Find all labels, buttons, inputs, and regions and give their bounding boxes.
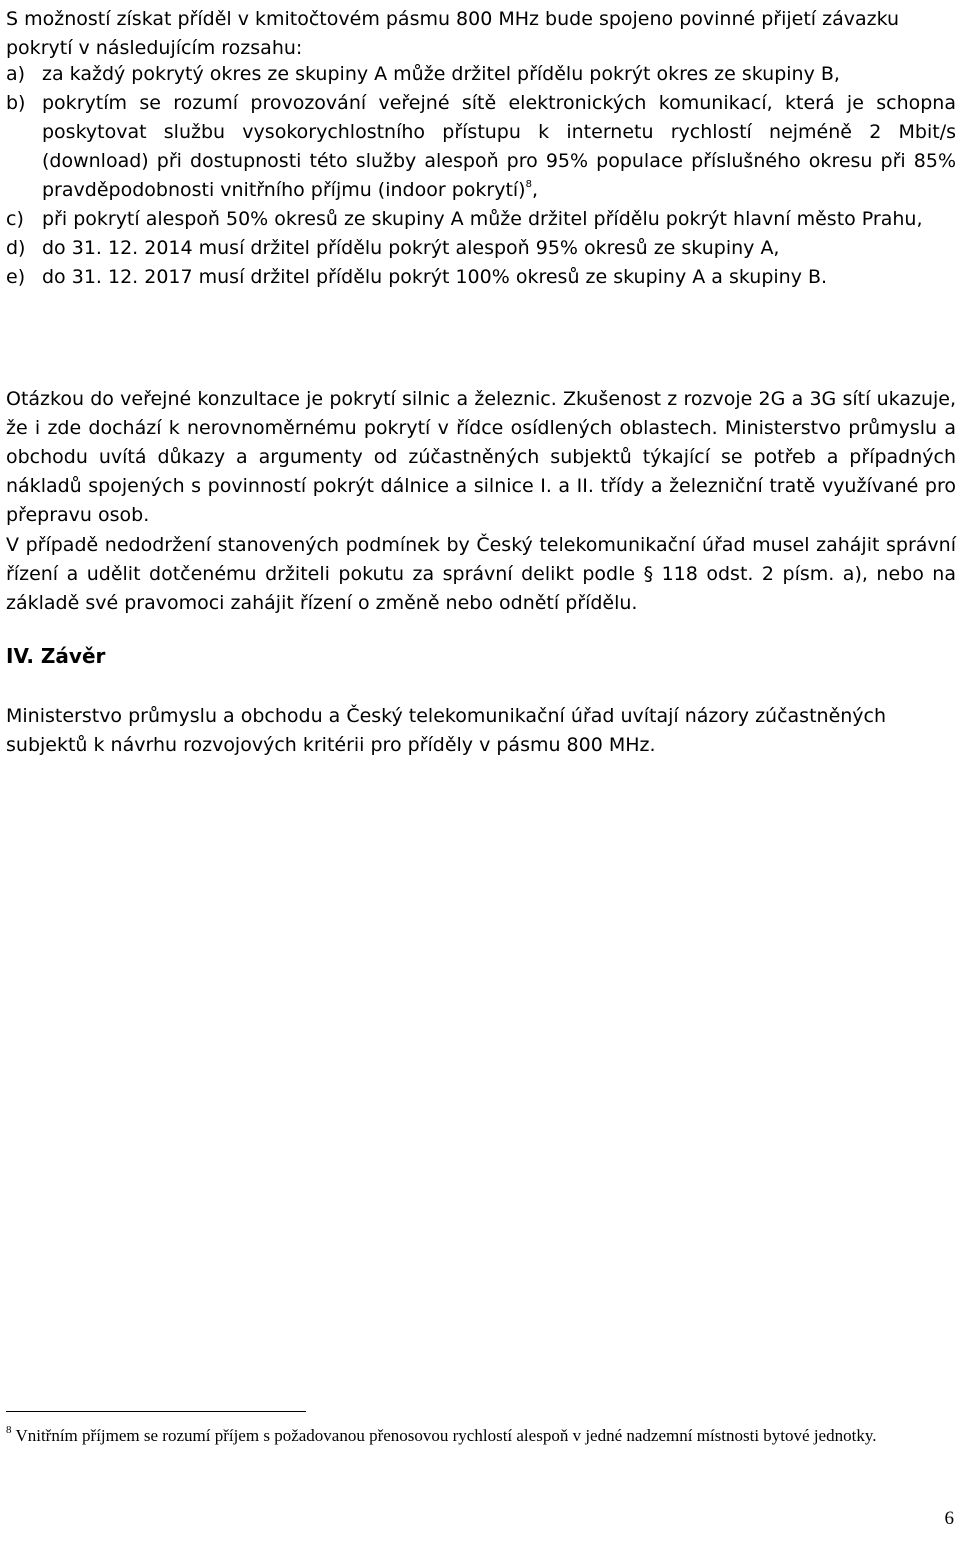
footnote-text: Vnitřním příjmem se rozumí příjem s požadovanou přenosovou rychlostí alespoň v jedné nadzemní místnosti bytové jednotky.: [15, 1426, 877, 1445]
list-item-text: do 31. 12. 2017 musí držitel přídělu pokrýt 100% okresů ze skupiny A a skupiny B.: [42, 266, 828, 288]
sanction-text-start: V případě nedodržení stanovených podmínek by Český telekomunikační úřad musel zahájit správní řízení a udělit dotčenému držiteli pokutu za správní delikt podle: [6, 534, 956, 585]
list-item: [6, 60, 956, 89]
intro-paragraph: S možností získat příděl v kmitočtovém pásmu 800 MHz bude spojeno povinné přijetí závazku pokrytí v následujícím rozsahu:: [6, 8, 900, 59]
list-item-text: pokrytím se rozumí provozování veřejné sítě elektronických komunikací, která je schopna poskytovat službu vysokorychlostního přístupu k internetu rychlostí nejméně 2 Mbit/s (download) při dostupnosti této služby alespoň pro 95% populace příslušného okresu při 85% pravděpodobnosti vnitřního příjmu (indoor pokrytí): [42, 92, 956, 201]
list-item-text: za každý pokrytý okres ze skupiny A může držitel přídělu pokrýt okres ze skupiny B,: [42, 63, 840, 85]
page-number: 6: [944, 1508, 954, 1529]
list-item-marker: b): [6, 92, 26, 114]
list-item-trailing-punct: ,: [531, 179, 539, 201]
list-item-marker: e): [6, 266, 26, 288]
sanction-paragraph: [6, 531, 956, 618]
footnote: [6, 1422, 956, 1449]
list-item-text-with-footnote: [42, 89, 956, 205]
list-item: [6, 234, 956, 263]
sanction-text-end: 118 odst. 2 písm. a), nebo na základě své pravomoci zahájit řízení o změně nebo odnětí přídělu.: [6, 563, 956, 614]
footnote-divider: [6, 1411, 306, 1412]
list-item-text: při pokrytí alespoň 50% okresů ze skupiny A může držitel přídělu pokrýt hlavní město Prahu,: [42, 208, 923, 230]
list-item-marker: a): [6, 63, 26, 85]
coverage-conditions-list: [6, 60, 956, 292]
section-heading: IV. Závěr: [6, 644, 106, 668]
list-item: [6, 89, 956, 205]
list-item-marker: c): [6, 208, 24, 230]
conclusion-paragraph: Ministerstvo průmyslu a obchodu a Český telekomunikační úřad uvítají názory zúčastněných subjektů k návrhu rozvojových kritérii pro příděly v pásmu 800 MHz.: [6, 705, 887, 756]
footnote-number: 8: [6, 1424, 12, 1436]
consultation-paragraph: Otázkou do veřejné konzultace je pokrytí silnic a železnic. Zkušenost z rozvoje 2G a 3G sítí ukazuje, že i zde dochází k nerovnoměrnému pokrytí v řídce osídlených oblastech. Ministerstvo průmyslu a obchodu uvítá důkazy a argumenty od zúčastněných subjektů týkající se potřeb a případných nákladů spojených s povinností pokrýt dálnice a silnice I. a II. třídy a železniční tratě využívané pro přepravu osob.: [6, 388, 956, 526]
list-item-text: do 31. 12. 2014 musí držitel přídělu pokrýt alespoň 95% okresů ze skupiny A,: [42, 237, 780, 259]
list-item: [6, 263, 956, 292]
section-sign: §: [643, 563, 654, 585]
list-item: [6, 205, 956, 234]
list-item-marker: d): [6, 237, 26, 259]
footnote-reference[interactable]: 8: [525, 179, 532, 190]
